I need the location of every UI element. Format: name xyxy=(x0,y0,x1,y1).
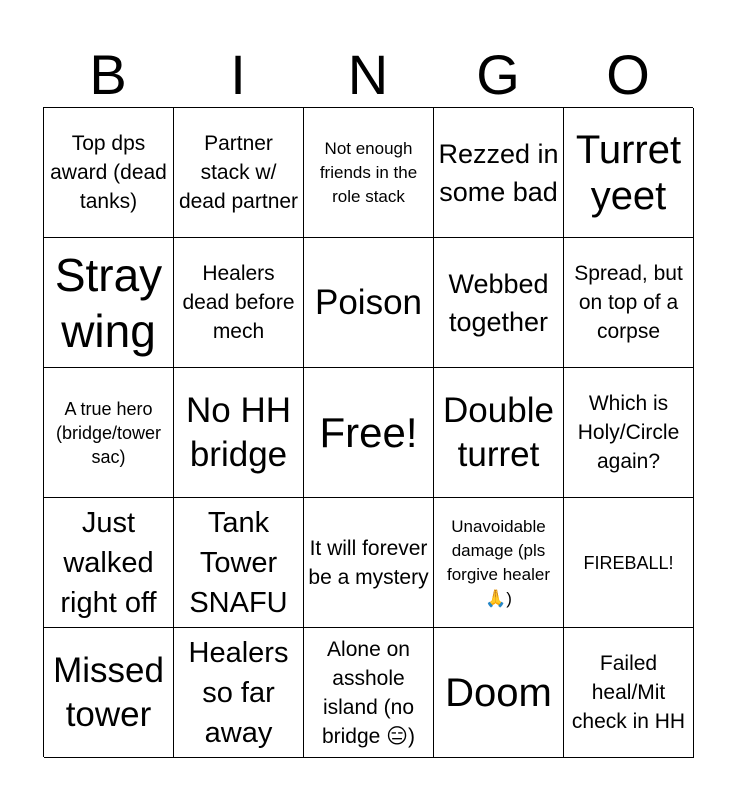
bingo-cell[interactable] xyxy=(44,498,174,628)
cell-text: Tank Tower SNAFU xyxy=(189,506,288,619)
cell-text: Poison xyxy=(314,282,423,322)
cell-text: Doom xyxy=(445,670,552,715)
cell-text: Spread, but on top of a corpse xyxy=(574,262,683,343)
bingo-cell[interactable] xyxy=(434,628,564,758)
cell-text: FIREBALL! xyxy=(583,552,674,573)
bingo-cell[interactable] xyxy=(174,498,304,628)
bingo-cell[interactable] xyxy=(304,498,434,628)
cell-text: Alone on asshole island (no bridge 😑) xyxy=(321,637,416,748)
bingo-grid xyxy=(43,107,693,757)
cell-text: Free! xyxy=(319,408,418,456)
bingo-cell[interactable] xyxy=(564,498,694,628)
cell-text: Webbed together xyxy=(448,268,549,337)
bingo-cell[interactable] xyxy=(564,368,694,498)
cell-text: Failed heal/Mit check in HH xyxy=(571,652,686,733)
bingo-cell[interactable] xyxy=(44,108,174,238)
bingo-cell[interactable] xyxy=(44,238,174,368)
cell-text: Which is Holy/Circle again? xyxy=(577,392,680,473)
cell-text: Unavoidable damage (pls forgive healer 🙏) xyxy=(446,516,550,608)
cell-text: Top dps award (dead tanks) xyxy=(50,132,167,213)
cell-text: Healers dead before mech xyxy=(182,262,295,343)
bingo-cell[interactable] xyxy=(564,108,694,238)
bingo-cell[interactable] xyxy=(564,238,694,368)
bingo-cell[interactable] xyxy=(174,368,304,498)
cell-text: Just walked right off xyxy=(60,506,157,619)
cell-text: Partner stack w/ dead partner xyxy=(178,132,299,213)
bingo-cell[interactable] xyxy=(174,108,304,238)
bingo-cell[interactable] xyxy=(174,628,304,758)
cell-text: Missed tower xyxy=(53,650,164,734)
cell-text: It will forever be a mystery xyxy=(308,536,429,589)
cell-text: Turret yeet xyxy=(575,127,682,218)
bingo-cell[interactable] xyxy=(304,108,434,238)
bingo-cell[interactable] xyxy=(564,628,694,758)
header-letter-g: G xyxy=(476,43,520,106)
bingo-cell[interactable] xyxy=(434,108,564,238)
bingo-cell[interactable] xyxy=(434,368,564,498)
header-letter-o: O xyxy=(606,43,650,106)
bingo-cell bingo-free-space[interactable] xyxy=(304,368,434,498)
bingo-cell[interactable] xyxy=(434,238,564,368)
bingo-cell[interactable] xyxy=(434,498,564,628)
cell-text: Healers so far away xyxy=(188,636,289,749)
cell-text: No HH bridge xyxy=(185,390,292,474)
header-letter-n: N xyxy=(347,43,389,106)
bingo-cell[interactable] xyxy=(174,238,304,368)
bingo-header xyxy=(43,42,693,108)
cell-text: Rezzed in some bad xyxy=(438,138,559,207)
bingo-cell[interactable] xyxy=(44,628,174,758)
bingo-cell[interactable] xyxy=(44,368,174,498)
bingo-cell[interactable] xyxy=(304,238,434,368)
cell-text: Not enough friends in the role stack xyxy=(319,138,418,206)
cell-text: Stray wing xyxy=(54,248,163,357)
cell-text: Double turret xyxy=(443,390,554,474)
cell-text: A true hero (bridge/tower sac) xyxy=(55,398,162,467)
header-letter-i: I xyxy=(230,43,246,106)
header-letter-b: B xyxy=(89,43,127,106)
bingo-cell[interactable] xyxy=(304,628,434,758)
